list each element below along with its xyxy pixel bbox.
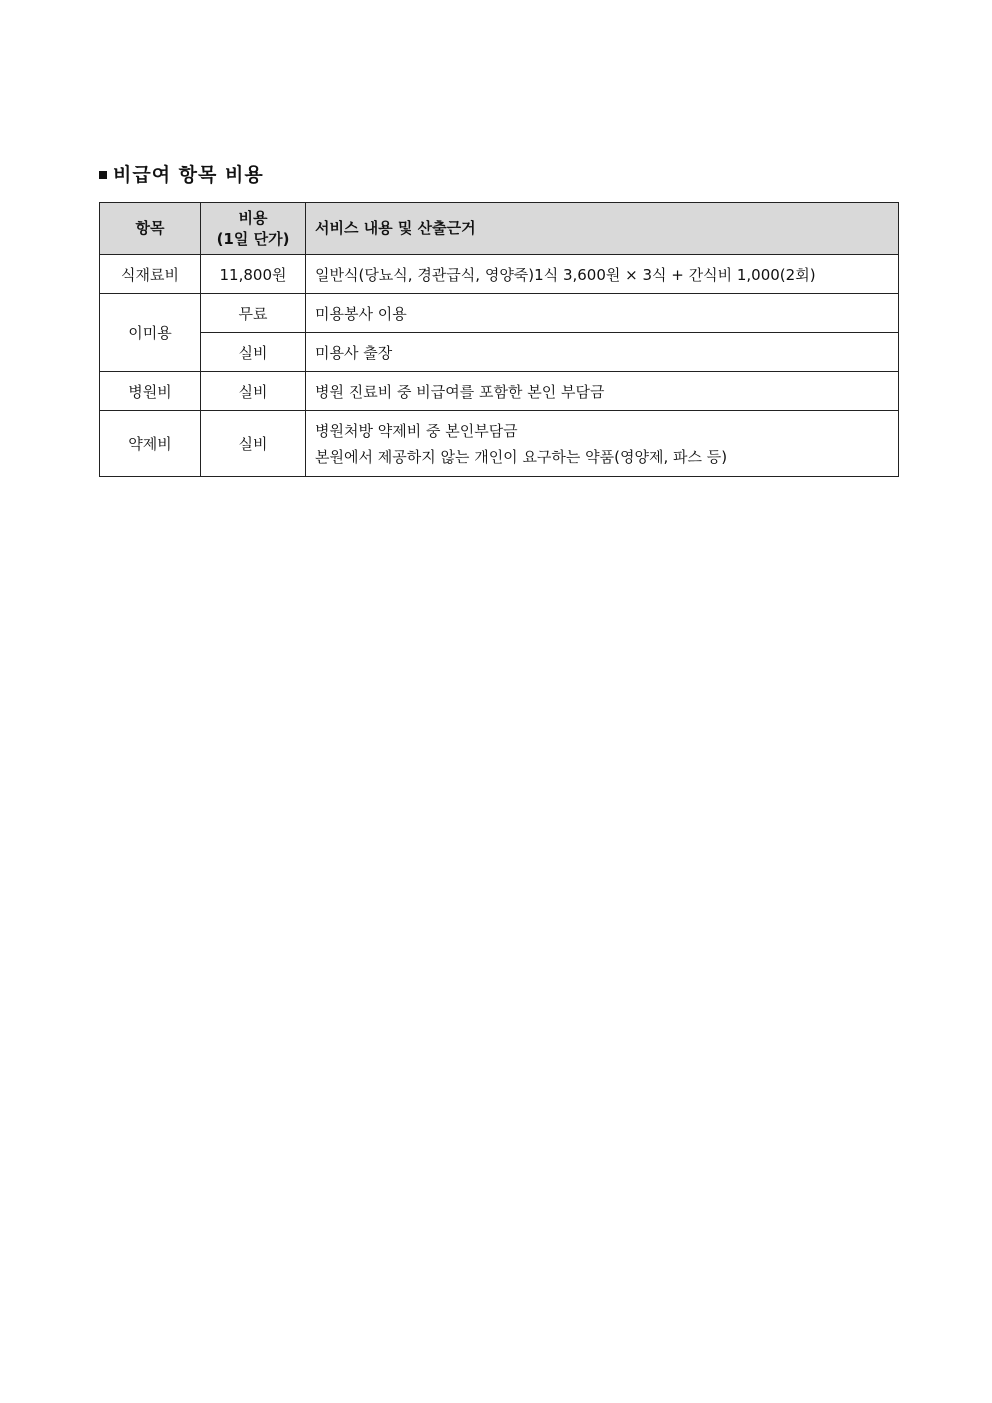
cell-cost: 실비	[201, 411, 306, 477]
cell-description	[306, 411, 899, 477]
cell-item: 약제비	[100, 411, 201, 477]
cell-description: 미용봉사 이용	[306, 294, 899, 333]
table-row	[100, 372, 899, 411]
cell-item: 식재료비	[100, 255, 201, 294]
non-covered-fees-table	[99, 202, 899, 477]
section-heading	[99, 160, 264, 187]
header-description: 서비스 내용 및 산출근거	[306, 203, 899, 255]
table-row	[100, 333, 899, 372]
cell-cost: 실비	[201, 333, 306, 372]
description-line: 병원처방 약제비 중 본인부담금	[315, 421, 518, 440]
table-row	[100, 294, 899, 333]
header-item: 항목	[100, 203, 201, 255]
cell-description: 미용사 출장	[306, 333, 899, 372]
cell-item: 병원비	[100, 372, 201, 411]
table-row	[100, 255, 899, 294]
square-bullet-icon	[99, 171, 107, 179]
cell-item: 이미용	[100, 294, 201, 372]
header-cost-line1: 비용	[238, 208, 268, 227]
table-header-row	[100, 203, 899, 255]
cell-description: 병원 진료비 중 비급여를 포함한 본인 부담금	[306, 372, 899, 411]
header-cost	[201, 203, 306, 255]
table-row	[100, 411, 899, 477]
section-title: 비급여 항목 비용	[113, 164, 264, 186]
description-line: 본원에서 제공하지 않는 개인이 요구하는 약품(영양제, 파스 등)	[315, 447, 728, 466]
cell-description: 일반식(당뇨식, 경관급식, 영양죽)1식 3,600원 × 3식 + 간식비 1,000(2회)	[306, 255, 899, 294]
header-cost-line2: (1일 단가)	[216, 229, 290, 248]
cell-cost: 실비	[201, 372, 306, 411]
cell-cost: 무료	[201, 294, 306, 333]
cell-cost: 11,800원	[201, 255, 306, 294]
